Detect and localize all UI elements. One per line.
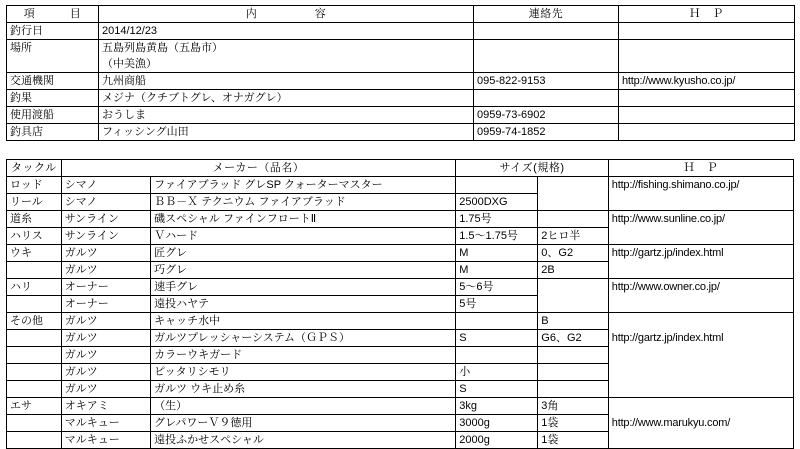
row-label: 場所 <box>7 40 99 57</box>
row-category: 道糸 <box>7 211 62 228</box>
header-contact: 連絡先 <box>474 6 619 23</box>
row-size2 <box>538 296 609 313</box>
table-row <box>7 228 794 245</box>
table-row <box>7 330 794 347</box>
row-size: 2000g <box>456 432 538 449</box>
row-product: Ｖハード <box>151 228 456 245</box>
row-hp <box>608 262 793 279</box>
header-hp: Ｈ Ｐ <box>619 6 795 23</box>
row-content: フィッシング山田 <box>99 124 474 141</box>
row-product: ピッタリシモリ <box>151 364 456 381</box>
row-product: 磯スペシャル ファインフロートⅡ <box>151 211 456 228</box>
row-hp: http://www.kyusho.co.jp/ <box>619 73 795 90</box>
row-category: ハリス <box>7 228 62 245</box>
row-size2: G6、G2 <box>538 330 609 347</box>
row-maker: オーナー <box>61 279 150 296</box>
row-hp <box>608 381 793 398</box>
row-maker: オキアミ <box>61 398 150 415</box>
header-size: サイズ(規格) <box>456 160 609 177</box>
row-maker: マルキュー <box>61 415 150 432</box>
row-size: 3kg <box>456 398 538 415</box>
row-size <box>456 177 538 194</box>
row-content: メジナ（クチブトグレ、オナガグレ） <box>99 90 474 107</box>
row-size: 3000g <box>456 415 538 432</box>
row-hp <box>619 40 795 57</box>
row-maker: ガルツ <box>61 262 150 279</box>
row-size <box>456 347 538 364</box>
table-header-row <box>7 160 794 177</box>
table-row <box>7 40 795 57</box>
table-row <box>7 415 794 432</box>
tackle-table <box>6 159 794 449</box>
table-row <box>7 279 794 296</box>
row-size2 <box>538 211 609 228</box>
row-size <box>456 313 538 330</box>
row-product: 遠投ふかせスペシャル <box>151 432 456 449</box>
table-row <box>7 313 794 330</box>
row-hp <box>608 313 793 330</box>
table-row <box>7 73 795 90</box>
row-size: 1.5～1.75号 <box>456 228 538 245</box>
row-maker: サンライン <box>61 211 150 228</box>
row-category <box>7 381 62 398</box>
row-size: 小 <box>456 364 538 381</box>
row-category: ハリ <box>7 279 62 296</box>
row-hp <box>608 347 793 364</box>
row-content: おうしま <box>99 107 474 124</box>
row-hp <box>608 194 793 211</box>
row-category <box>7 296 62 313</box>
table-row <box>7 381 794 398</box>
row-maker: ガルツ <box>61 381 150 398</box>
row-product: グレパワーＶ９徳用 <box>151 415 456 432</box>
row-contact: 095-822-9153 <box>474 73 619 90</box>
row-size2: 2B <box>538 262 609 279</box>
table-row <box>7 211 794 228</box>
row-category: リール <box>7 194 62 211</box>
row-size2 <box>538 381 609 398</box>
row-size2 <box>538 279 609 296</box>
row-category: その他 <box>7 313 62 330</box>
row-category <box>7 364 62 381</box>
row-size: S <box>456 381 538 398</box>
row-product: 匠グレ <box>151 245 456 262</box>
row-size2: 2ヒロ半 <box>538 228 609 245</box>
row-category <box>7 432 62 449</box>
row-hp: http://gartz.jp/index.html <box>608 245 793 262</box>
row-category: ロッド <box>7 177 62 194</box>
table-row <box>7 194 794 211</box>
header-maker: メーカー（品名） <box>61 160 456 177</box>
table-row <box>7 398 794 415</box>
row-contact <box>474 23 619 40</box>
header-content: 内 容 <box>99 6 474 23</box>
header-hp: Ｈ Ｐ <box>608 160 793 177</box>
table-row <box>7 347 794 364</box>
row-category <box>7 347 62 364</box>
table-header-row <box>7 6 795 23</box>
row-category <box>7 330 62 347</box>
row-hp: http://fishing.shimano.co.jp/ <box>608 177 793 194</box>
table-row <box>7 432 794 449</box>
row-category: エサ <box>7 398 62 415</box>
table-row <box>7 364 794 381</box>
table-row <box>7 107 795 124</box>
row-label: 使用渡船 <box>7 107 99 124</box>
table-row <box>7 262 794 279</box>
row-size: M <box>456 245 538 262</box>
row-category <box>7 415 62 432</box>
row-contact: 0959-74-1852 <box>474 124 619 141</box>
table-row <box>7 296 794 313</box>
row-hp: http://www.owner.co.jp/ <box>608 279 793 296</box>
row-content: 五島列島黄島（五島市） <box>99 40 474 57</box>
row-size: M <box>456 262 538 279</box>
row-maker: シマノ <box>61 177 150 194</box>
table-row <box>7 23 795 40</box>
row-size: 5号 <box>456 296 538 313</box>
row-maker: ガルツ <box>61 313 150 330</box>
row-size: 5～6号 <box>456 279 538 296</box>
row-product: ファイアブラッド グレSP クォーターマスター <box>151 177 456 194</box>
row-maker: オーナー <box>61 296 150 313</box>
header-item: 項 目 <box>7 6 99 23</box>
row-size2 <box>538 347 609 364</box>
row-maker: シマノ <box>61 194 150 211</box>
row-hp <box>619 107 795 124</box>
table-row <box>7 56 795 73</box>
row-product: キャッチ水中 <box>151 313 456 330</box>
row-maker: ガルツ <box>61 347 150 364</box>
row-product: 巧グレ <box>151 262 456 279</box>
row-maker: ガルツ <box>61 364 150 381</box>
row-product: 速手グレ <box>151 279 456 296</box>
row-contact <box>474 56 619 73</box>
row-maker: サンライン <box>61 228 150 245</box>
row-product: ガルツプレッシャーシステム（ＧＰＳ） <box>151 330 456 347</box>
table-row <box>7 90 795 107</box>
row-hp: http://gartz.jp/index.html <box>608 330 793 347</box>
row-label: 釣具店 <box>7 124 99 141</box>
row-size2: 1袋 <box>538 432 609 449</box>
row-contact <box>474 40 619 57</box>
row-size: 1.75号 <box>456 211 538 228</box>
header-tackle: タックル <box>7 160 62 177</box>
row-content: 2014/12/23 <box>99 23 474 40</box>
row-product: ガルツ ウキ止め糸 <box>151 381 456 398</box>
row-size2 <box>538 194 609 211</box>
table-gap <box>6 141 794 159</box>
row-label: 交通機関 <box>7 73 99 90</box>
row-size2: B <box>538 313 609 330</box>
row-maker: ガルツ <box>61 245 150 262</box>
row-size2 <box>538 177 609 194</box>
row-size: S <box>456 330 538 347</box>
row-hp <box>619 56 795 73</box>
row-size: 2500DXG <box>456 194 538 211</box>
table-row <box>7 245 794 262</box>
row-category <box>7 262 62 279</box>
row-product: カラーウキガード <box>151 347 456 364</box>
row-product: 遠投ハヤテ <box>151 296 456 313</box>
row-product: （生） <box>151 398 456 415</box>
row-content: 九州商船 <box>99 73 474 90</box>
row-hp <box>608 398 793 415</box>
row-content: （中美漁） <box>99 56 474 73</box>
table-row <box>7 124 795 141</box>
table-row <box>7 177 794 194</box>
row-hp <box>619 90 795 107</box>
row-category: ウキ <box>7 245 62 262</box>
row-size2 <box>538 364 609 381</box>
row-hp <box>608 432 793 449</box>
row-label: 釣果 <box>7 90 99 107</box>
row-product: ＢＢ－Ｘ テクニウム ファイアブラッド <box>151 194 456 211</box>
row-contact <box>474 90 619 107</box>
row-label: 釣行日 <box>7 23 99 40</box>
row-hp <box>619 23 795 40</box>
row-size2: 1袋 <box>538 415 609 432</box>
row-maker: ガルツ <box>61 330 150 347</box>
row-size2: 3角 <box>538 398 609 415</box>
row-size2: 0、G2 <box>538 245 609 262</box>
row-label <box>7 56 99 73</box>
trip-info-table <box>6 5 795 141</box>
row-hp <box>608 296 793 313</box>
row-hp: http://www.sunline.co.jp/ <box>608 211 793 228</box>
row-hp <box>608 228 793 245</box>
row-hp: http://www.marukyu.com/ <box>608 415 793 432</box>
row-hp <box>619 124 795 141</box>
row-hp <box>608 364 793 381</box>
row-contact: 0959-73-6902 <box>474 107 619 124</box>
row-maker: マルキュー <box>61 432 150 449</box>
